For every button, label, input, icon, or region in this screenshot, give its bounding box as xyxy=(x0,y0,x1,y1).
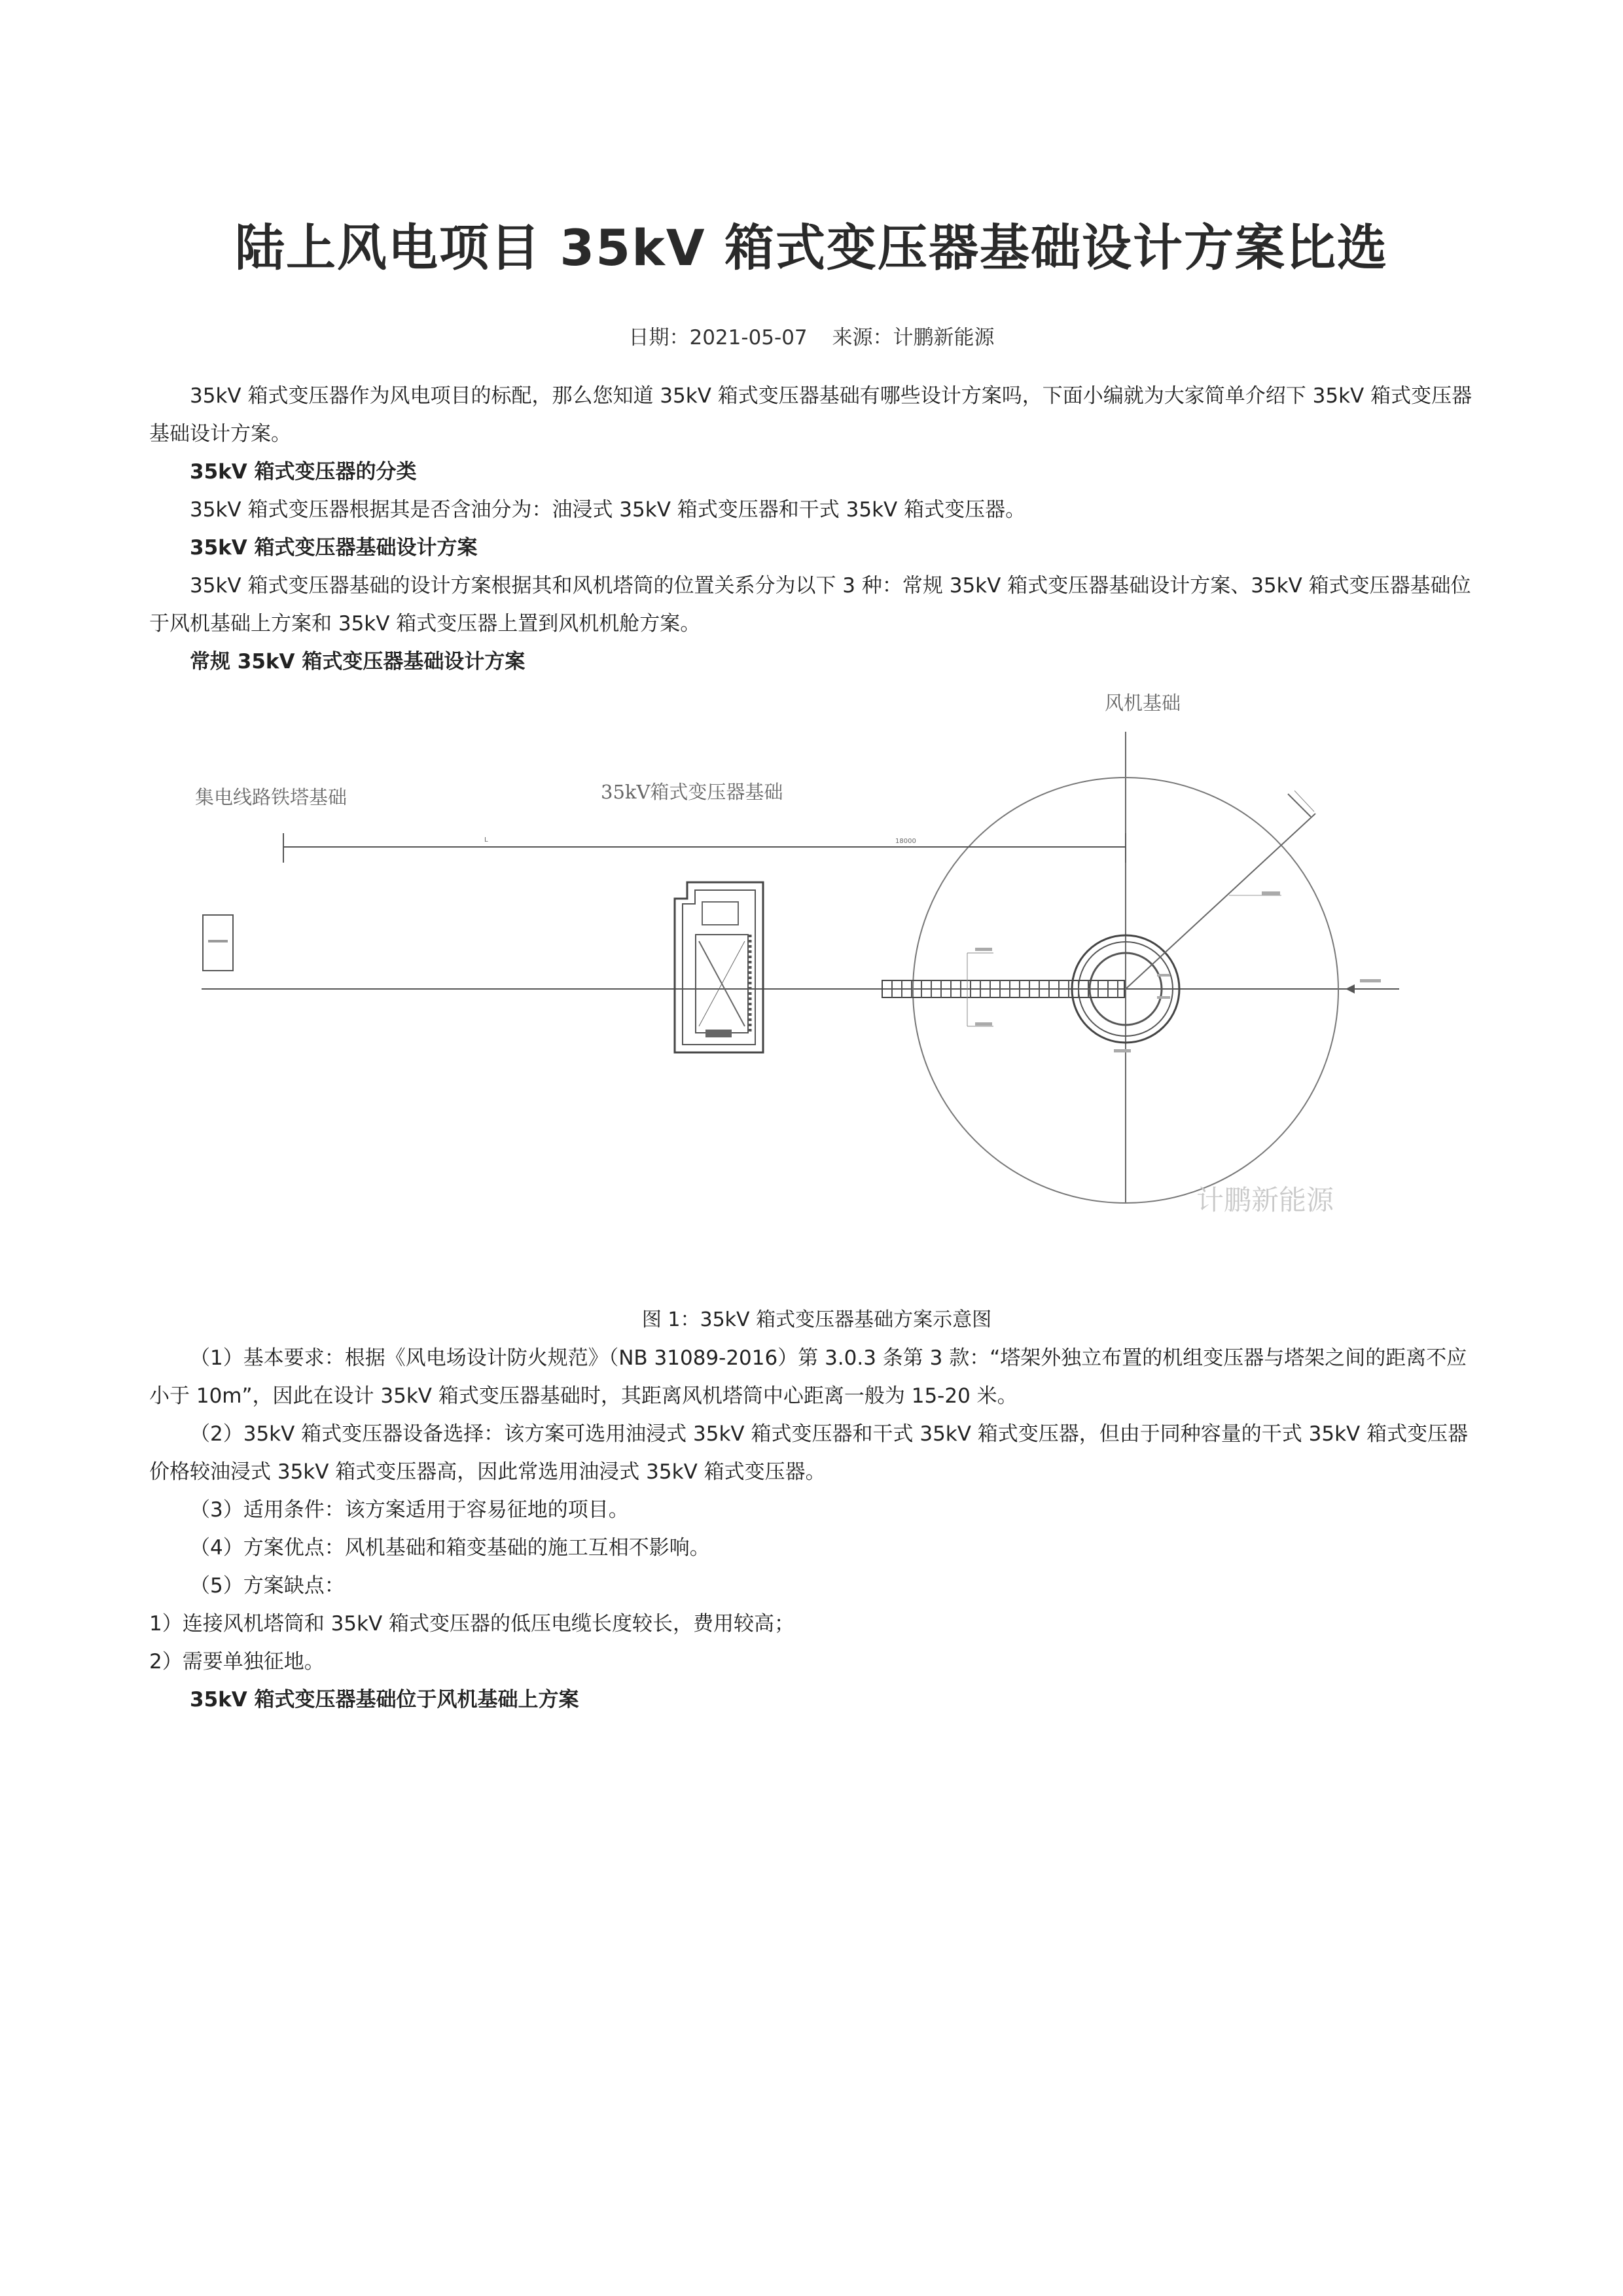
arrow-head xyxy=(1346,984,1355,994)
label-transformer-foundation: 35kV箱式变压器基础 xyxy=(601,781,783,803)
label-wind-foundation: 风机基础 xyxy=(1105,692,1181,714)
dimension-value: 18000 xyxy=(895,838,916,845)
article-source: 来源：计鹏新能源 xyxy=(832,326,995,350)
dimension-L: L xyxy=(484,836,488,844)
article-body xyxy=(149,377,1484,1719)
item-3: （3）适用条件：该方案适用于容易征地的项目。 xyxy=(190,1498,629,1522)
heading-design: 35kV 箱式变压器基础设计方案 xyxy=(190,536,478,560)
tower-foundation-rect xyxy=(203,915,233,971)
item-2: （2）35kV 箱式变压器设备选择：该方案可选用油浸式 35kV 箱式变压器和干式 35kV 箱式变压器，但由于同种容量的干式 35kV 箱式变压器价格较油浸式 35kV 箱式变压器高，因此常选用油浸式 35kV 箱式变压器。 xyxy=(149,1422,1469,1484)
article-date: 日期：2021-05-07 xyxy=(628,326,808,350)
label-tower-foundation: 集电线路铁塔基础 xyxy=(195,786,348,808)
radius-line xyxy=(1126,814,1315,989)
foundation-diagram xyxy=(149,686,1484,1301)
heading-conventional: 常规 35kV 箱式变压器基础设计方案 xyxy=(190,650,526,673)
design-paragraph: 35kV 箱式变压器基础的设计方案根据其和风机塔筒的位置关系分为以下 3 种：常规 35kV 箱式变压器基础设计方案、35kV 箱式变压器基础位于风机基础上方案和 35kV 箱式变压器上置到风机机舱方案。 xyxy=(149,574,1471,636)
article-meta xyxy=(0,321,1623,350)
intro-paragraph: 35kV 箱式变压器作为风电项目的标配，那么您知道 35kV 箱式变压器基础有哪些设计方案吗，下面小编就为大家简单介绍下 35kV 箱式变压器基础设计方案。 xyxy=(149,384,1472,446)
heading-on-foundation: 35kV 箱式变压器基础位于风机基础上方案 xyxy=(190,1688,579,1712)
watermark: 计鹏新能源 xyxy=(1196,1184,1334,1216)
sub-item-1: 1）连接风机塔筒和 35kV 箱式变压器的低压电缆长度较长，费用较高； xyxy=(149,1612,795,1636)
page-title: 陆上风电项目 35kV 箱式变压器基础设计方案比选 xyxy=(234,219,1389,277)
item-1: （1）基本要求：根据《风电场设计防火规范》（NB 31089-2016）第 3.0.3 条第 3 款：“塔架外独立布置的机组变压器与塔架之间的距离不应小于 10m”，因此在设计 35kV 箱式变压器基础时，其距离风机塔筒中心距离一般为 15-20 米。 xyxy=(149,1346,1467,1408)
classification-paragraph: 35kV 箱式变压器根据其是否含油分为：油浸式 35kV 箱式变压器和干式 35kV 箱式变压器。 xyxy=(190,498,1026,522)
sub-item-2: 2）需要单独征地。 xyxy=(149,1650,325,1674)
figure-1 xyxy=(149,686,1484,1301)
item-5: （5）方案缺点： xyxy=(190,1574,345,1598)
heading-classification: 35kV 箱式变压器的分类 xyxy=(190,460,417,484)
item-4: （4）方案优点：风机基础和箱变基础的施工互相不影响。 xyxy=(190,1536,710,1560)
figure-caption: 图 1：35kV 箱式变压器基础方案示意图 xyxy=(641,1308,992,1331)
